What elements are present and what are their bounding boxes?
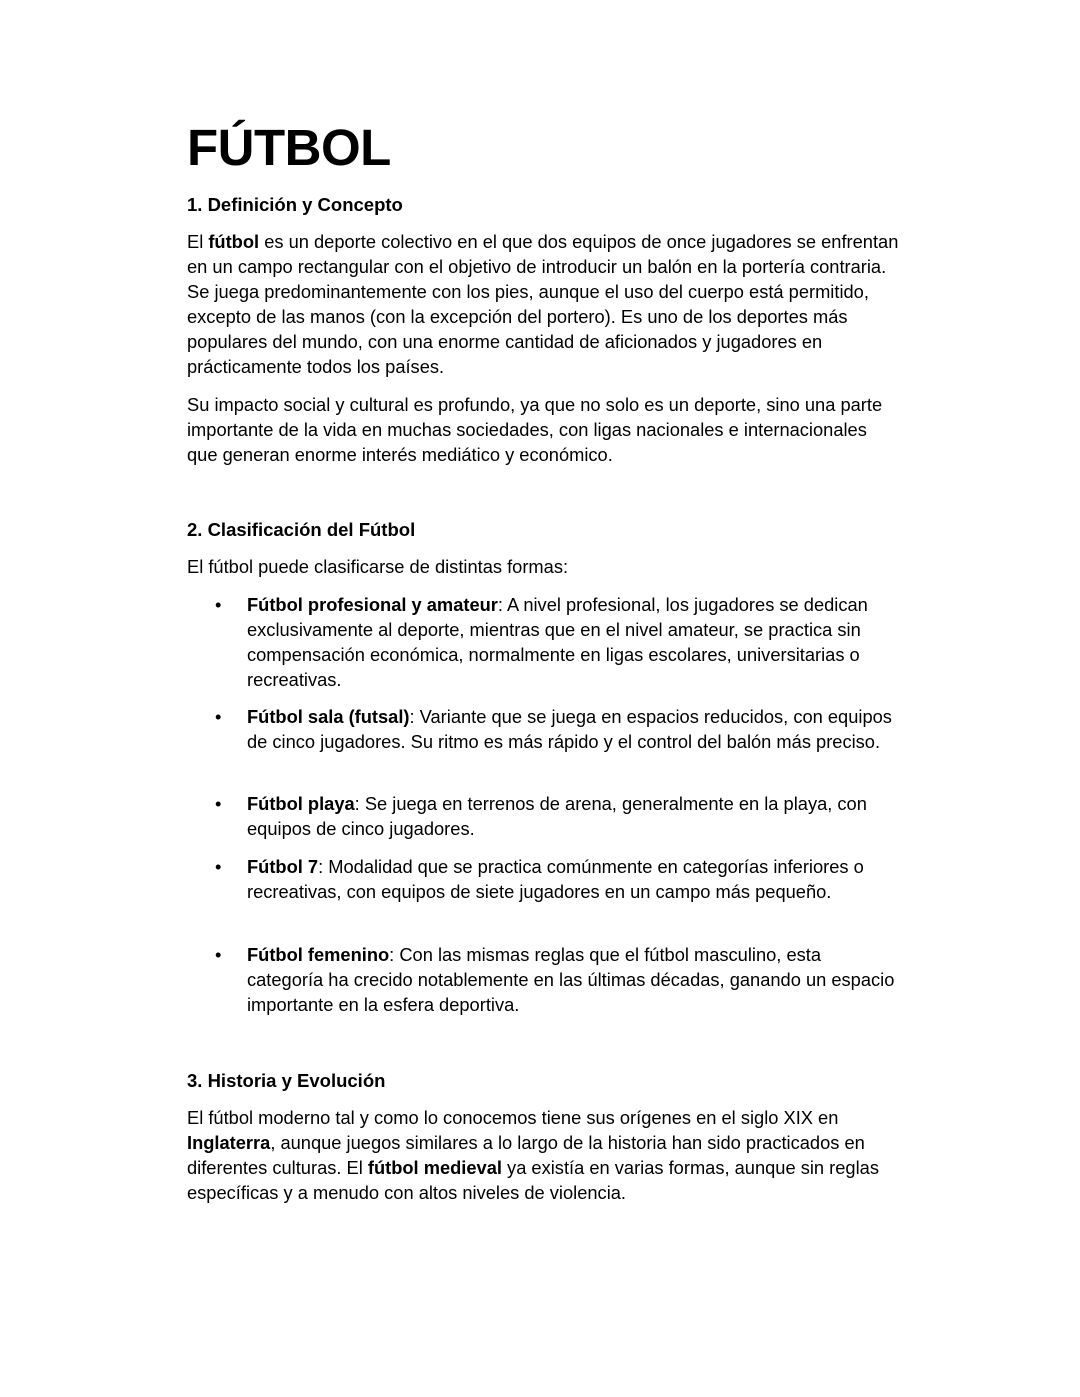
section-3-heading: 3. Historia y Evolución — [187, 1070, 386, 1091]
list-item-desc: : Se juega en terrenos de arena, generalmente en la playa, con equipos de cinco jugadores. — [247, 793, 867, 839]
bold-term-futbol: fútbol — [208, 231, 260, 252]
text-run: , aunque juegos similares a lo largo de la historia han sido practicados en diferentes culturas. El — [187, 1131, 865, 1178]
section-3-paragraph-1 — [187, 1106, 899, 1206]
list-item-text — [247, 792, 899, 842]
list-item-term: Fútbol profesional y amateur — [247, 594, 498, 615]
document-title: FÚTBOL — [187, 119, 391, 176]
text-run: El — [187, 231, 209, 252]
list-item-desc: : Con las mismas reglas que el fútbol masculino, esta categoría ha crecido notablemente en las últimas décadas, ganando un espacio importante en la esfera deportiva. — [247, 944, 895, 1015]
list-item-term: Fútbol playa — [247, 793, 355, 814]
bullet-icon: • — [215, 706, 222, 727]
section-2-intro: El fútbol puede clasificarse de distintas formas: — [187, 556, 569, 577]
list-item-term: Fútbol 7 — [247, 856, 319, 877]
text-run: ya existía en varias formas, aunque sin reglas específicas y a menudo con altos niveles de violencia. — [187, 1156, 879, 1203]
bullet-icon: • — [215, 944, 222, 965]
section-1-paragraph-2: Su impacto social y cultural es profundo, ya que no solo es un deporte, sino una parte importante de la vida en muchas sociedades, con ligas nacionales e internacionales que generan enorme interés mediático y económico. — [187, 394, 883, 465]
bullet-icon: • — [215, 856, 222, 877]
section-2-heading: 2. Clasificación del Fútbol — [187, 519, 416, 540]
bullet-icon: • — [215, 594, 222, 615]
text-run: El fútbol moderno tal y como lo conocemos tiene sus orígenes en el siglo XIX en — [187, 1107, 839, 1128]
bold-term-inglaterra: Inglaterra — [187, 1131, 271, 1153]
section-1-heading: 1. Definición y Concepto — [187, 194, 403, 215]
list-item-term: Fútbol sala (futsal) — [247, 706, 410, 727]
list-item-text — [247, 593, 899, 693]
list-item-desc: : Modalidad que se practica comúnmente en categorías inferiores o recreativas, con equipos de siete jugadores en un campo más pequeño. — [247, 856, 864, 902]
list-item-text — [247, 705, 899, 755]
list-item-text — [247, 943, 899, 1018]
text-run: es un deporte colectivo en el que dos equipos de once jugadores se enfrentan en un campo rectangular con el objetivo de introducir un balón en la portería contraria. Se juega predominantemente con los pies, aunque el uso del cuerpo está permitido, excepto de las manos (con la excepción del portero). Es uno de los deportes más populares del mundo, con una enorme cantidad de aficionados y jugadores en prácticamente todos los países. — [187, 231, 899, 377]
list-item-desc: : Variante que se juega en espacios reducidos, con equipos de cinco jugadores. Su ritmo es más rápido y el control del balón más preciso. — [247, 706, 892, 752]
list-item-desc: : A nivel profesional, los jugadores se dedican exclusivamente al deporte, mientras que en el nivel amateur, se practica sin compensación económica, normalmente en ligas escolares, universitarias o recreativas. — [247, 594, 868, 690]
section-1-paragraph-1 — [187, 230, 899, 379]
bullet-icon: • — [215, 793, 222, 814]
list-item-text — [247, 855, 899, 905]
list-item-term: Fútbol femenino — [247, 944, 390, 965]
bold-term-futbol-medieval: fútbol medieval — [367, 1156, 502, 1178]
